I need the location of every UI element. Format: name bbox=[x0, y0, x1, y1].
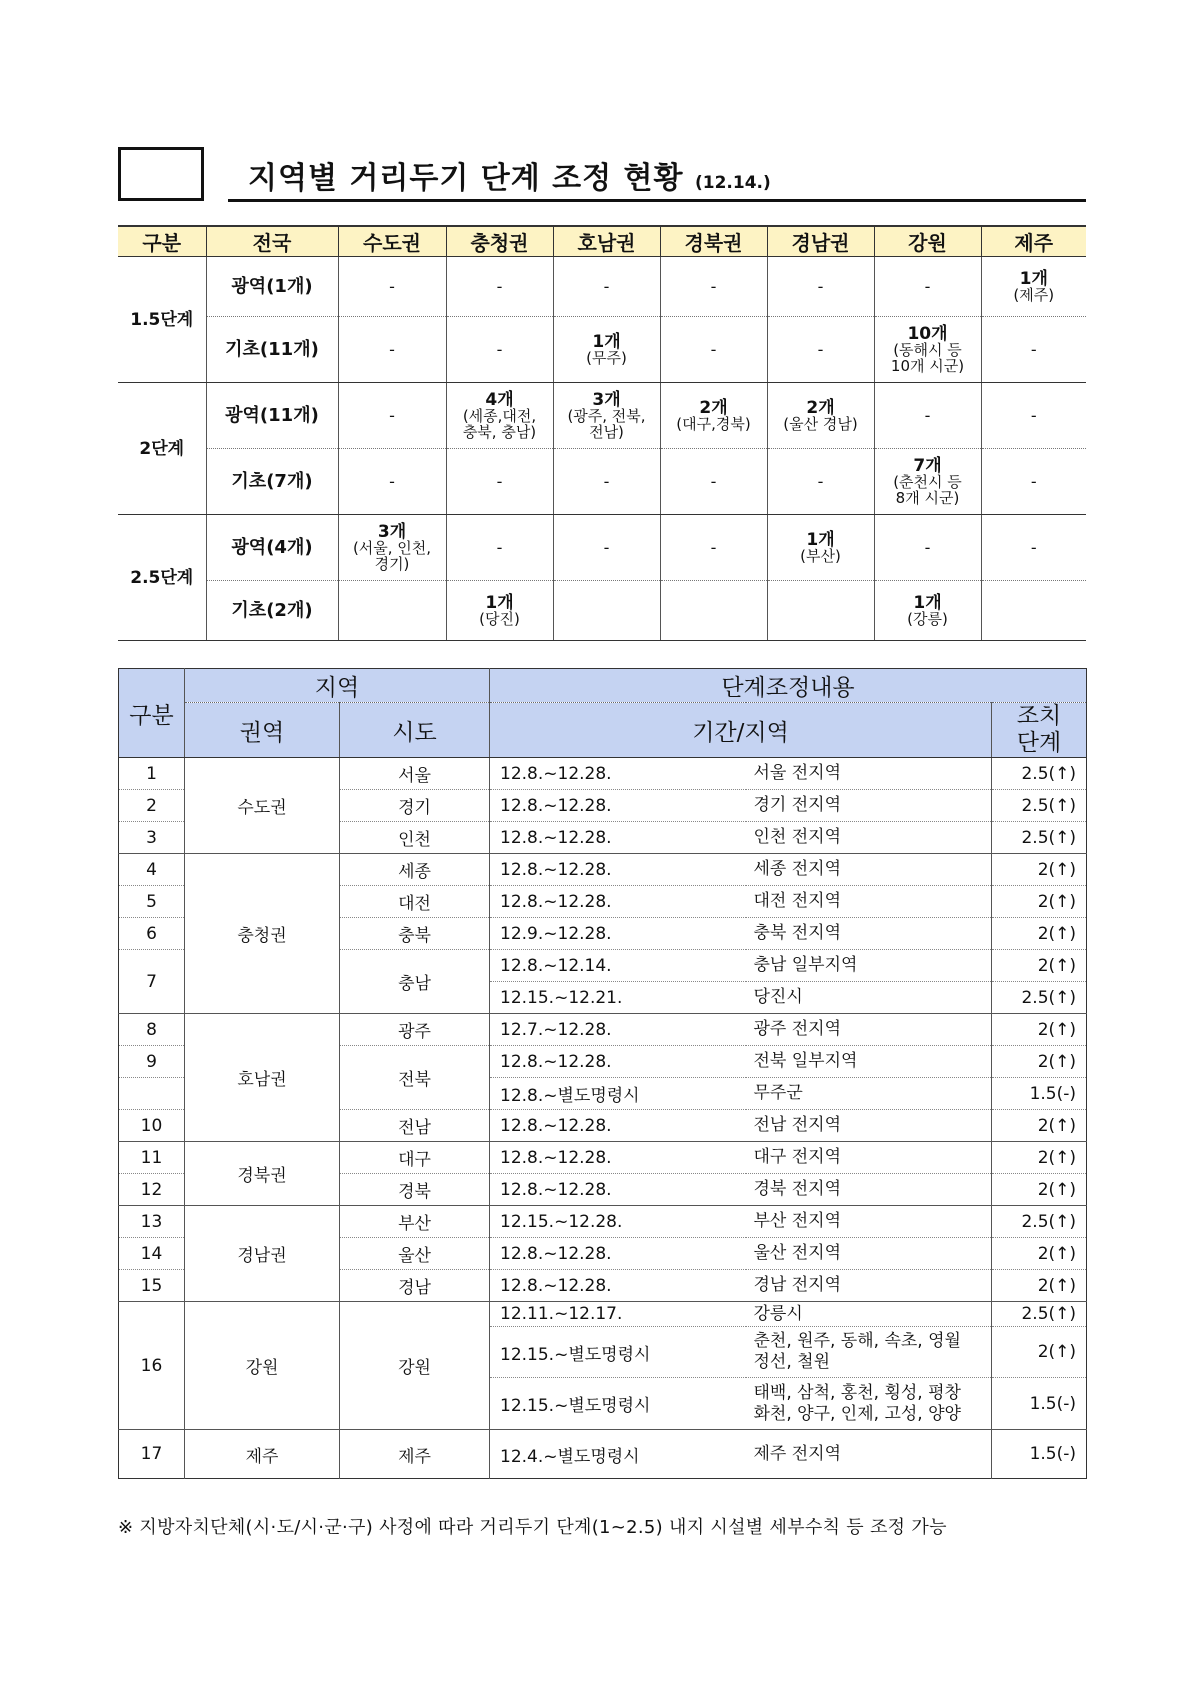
sido-cell: 전남 bbox=[340, 1110, 490, 1142]
area-cell: 부산 전지역 bbox=[746, 1206, 992, 1238]
cell bbox=[767, 383, 874, 449]
sido-cell: 강원 bbox=[340, 1302, 490, 1430]
cell: - bbox=[767, 449, 874, 515]
header-gwon: 권역 bbox=[185, 703, 340, 758]
cell: - bbox=[660, 515, 767, 581]
area-cell: 서울 전지역 bbox=[746, 758, 992, 790]
region-group: 호남권 bbox=[185, 1014, 340, 1142]
region-group: 강원 bbox=[185, 1302, 340, 1430]
row-number: 11 bbox=[119, 1142, 185, 1174]
sido-cell: 대구 bbox=[340, 1142, 490, 1174]
header-content: 단계조정내용 bbox=[490, 669, 1087, 703]
area-cell: 경북 전지역 bbox=[746, 1174, 992, 1206]
detail: (서울, 인천, bbox=[352, 538, 432, 557]
region-group: 충청권 bbox=[185, 854, 340, 1014]
table-row bbox=[119, 758, 1087, 790]
sido-cell: 충남 bbox=[340, 950, 490, 1014]
area-cell: 울산 전지역 bbox=[746, 1238, 992, 1270]
cell: - bbox=[981, 383, 1086, 449]
step-cell: 2(↑) bbox=[992, 1270, 1087, 1302]
cell: - bbox=[874, 515, 981, 581]
step-cell: 2(↑) bbox=[992, 1142, 1087, 1174]
step-cell: 1.5(-) bbox=[992, 1378, 1087, 1430]
cell bbox=[767, 581, 874, 641]
area-cell: 세종 전지역 bbox=[746, 854, 992, 886]
row-number: 15 bbox=[119, 1270, 185, 1302]
row-sub-label: 광역(1개) bbox=[206, 257, 338, 317]
area-cell: 충북 전지역 bbox=[746, 918, 992, 950]
step-cell: 2.5(↑) bbox=[992, 790, 1087, 822]
detail: (당진) bbox=[479, 609, 520, 628]
row-number: 13 bbox=[119, 1206, 185, 1238]
cell bbox=[660, 383, 767, 449]
header-cell: 구분 bbox=[118, 226, 206, 257]
step-cell: 2(↑) bbox=[992, 1046, 1087, 1078]
count: 2개 bbox=[806, 397, 835, 418]
table-row bbox=[119, 854, 1087, 886]
header-period: 기간/지역 bbox=[490, 703, 992, 758]
row-number: 4 bbox=[119, 854, 185, 886]
period-cell: 12.7.~12.28. bbox=[490, 1014, 746, 1046]
sido-cell: 전북 bbox=[340, 1046, 490, 1110]
period-cell: 12.9.~12.28. bbox=[490, 918, 746, 950]
row-number: 16 bbox=[119, 1302, 185, 1430]
cell: - bbox=[767, 317, 874, 383]
count: 1개 bbox=[806, 529, 835, 550]
step-cell: 2(↑) bbox=[992, 1238, 1087, 1270]
detail-header-row bbox=[119, 669, 1087, 703]
cell: - bbox=[553, 449, 660, 515]
step-cell: 2.5(↑) bbox=[992, 1302, 1087, 1327]
detail-header-row bbox=[119, 703, 1087, 758]
period-cell: 12.8.~12.28. bbox=[490, 822, 746, 854]
cell: - bbox=[874, 383, 981, 449]
detail: (대구,경북) bbox=[676, 414, 751, 433]
cell: - bbox=[446, 449, 553, 515]
row-number: 17 bbox=[119, 1430, 185, 1479]
header-cell: 제주 bbox=[981, 226, 1086, 257]
cell: - bbox=[446, 317, 553, 383]
summary-header-row bbox=[118, 226, 1086, 257]
area-cell: 경기 전지역 bbox=[746, 790, 992, 822]
period-cell: 12.11.~12.17. bbox=[490, 1302, 746, 1327]
count: 2개 bbox=[699, 397, 728, 418]
sido-cell: 세종 bbox=[340, 854, 490, 886]
detail: (강릉) bbox=[907, 609, 948, 628]
period-cell: 12.4.~별도명령시 bbox=[490, 1430, 746, 1479]
sido-cell: 경남 bbox=[340, 1270, 490, 1302]
area-line: 화천, 양구, 인제, 고성, 양양 bbox=[753, 1403, 961, 1424]
detail: (춘천시 등 bbox=[893, 472, 962, 491]
header-step-line: 단계 bbox=[1016, 730, 1062, 756]
detail: 전남) bbox=[589, 422, 624, 441]
sido-cell: 제주 bbox=[340, 1430, 490, 1479]
sido-cell: 인천 bbox=[340, 822, 490, 854]
cell bbox=[338, 515, 446, 581]
cell bbox=[338, 581, 446, 641]
count: 4개 bbox=[485, 389, 514, 410]
title-label-box bbox=[118, 147, 204, 201]
detail: 충북, 충남) bbox=[462, 422, 537, 441]
step-cell: 2(↑) bbox=[992, 1327, 1087, 1378]
table-row bbox=[119, 1014, 1087, 1046]
sido-cell: 경북 bbox=[340, 1174, 490, 1206]
area-cell: 인천 전지역 bbox=[746, 822, 992, 854]
cell: - bbox=[660, 449, 767, 515]
cell: - bbox=[767, 257, 874, 317]
period-cell: 12.8.~12.28. bbox=[490, 1046, 746, 1078]
period-cell: 12.15.~12.21. bbox=[490, 982, 746, 1014]
sido-cell: 서울 bbox=[340, 758, 490, 790]
step-cell: 2.5(↑) bbox=[992, 982, 1087, 1014]
count: 3개 bbox=[592, 389, 621, 410]
stage-label: 2.5단계 bbox=[118, 515, 206, 641]
header-cell: 경북권 bbox=[660, 226, 767, 257]
cell bbox=[874, 581, 981, 641]
header-cell: 경남권 bbox=[767, 226, 874, 257]
summary-table bbox=[118, 225, 1086, 641]
cell bbox=[446, 581, 553, 641]
cell bbox=[553, 383, 660, 449]
cell: - bbox=[338, 383, 446, 449]
area-cell: 대구 전지역 bbox=[746, 1142, 992, 1174]
header-sido: 시도 bbox=[340, 703, 490, 758]
period-cell: 12.8.~12.28. bbox=[490, 758, 746, 790]
cell bbox=[553, 317, 660, 383]
row-sub-label: 광역(4개) bbox=[206, 515, 338, 581]
stage-label: 1.5단계 bbox=[118, 257, 206, 383]
cell: - bbox=[338, 317, 446, 383]
header-cell: 호남권 bbox=[553, 226, 660, 257]
row-number: 2 bbox=[119, 790, 185, 822]
cell: - bbox=[446, 257, 553, 317]
period-cell: 12.15.~12.28. bbox=[490, 1206, 746, 1238]
row-number: 8 bbox=[119, 1014, 185, 1046]
period-cell: 12.8.~12.28. bbox=[490, 1238, 746, 1270]
region-group: 제주 bbox=[185, 1430, 340, 1479]
cell: - bbox=[553, 257, 660, 317]
title-area bbox=[118, 147, 1086, 203]
row-number: 10 bbox=[119, 1110, 185, 1142]
period-cell: 12.15.~별도명령시 bbox=[490, 1378, 746, 1430]
header-cell: 충청권 bbox=[446, 226, 553, 257]
detail: 10개 시군) bbox=[890, 356, 965, 375]
detail: (동해시 등 bbox=[893, 340, 962, 359]
row-number: 7 bbox=[119, 950, 185, 1014]
header-region: 지역 bbox=[185, 669, 490, 703]
area-line: 춘천, 원주, 동해, 속초, 영월 bbox=[753, 1331, 961, 1351]
header-step bbox=[992, 703, 1087, 758]
cell: - bbox=[338, 257, 446, 317]
area-cell bbox=[746, 1378, 992, 1430]
period-cell: 12.8.~12.14. bbox=[490, 950, 746, 982]
row-number: 14 bbox=[119, 1238, 185, 1270]
count: 1개 bbox=[913, 592, 942, 613]
summary-row bbox=[118, 317, 1086, 383]
period-cell: 12.8.~12.28. bbox=[490, 1270, 746, 1302]
footnote: ※ 지방자치단체(시·도/시·군·구) 사정에 따라 거리두기 단계(1~2.5) 내지 시설별 세부수칙 등 조정 가능 bbox=[118, 1517, 947, 1538]
detail-table bbox=[118, 668, 1087, 1479]
cell: - bbox=[338, 449, 446, 515]
cell bbox=[981, 257, 1086, 317]
count: 1개 bbox=[592, 331, 621, 352]
period-cell: 12.8.~12.28. bbox=[490, 854, 746, 886]
step-cell: 2(↑) bbox=[992, 1174, 1087, 1206]
step-cell: 2.5(↑) bbox=[992, 822, 1087, 854]
area-cell bbox=[746, 1327, 992, 1378]
row-sub-label: 기초(2개) bbox=[206, 581, 338, 641]
area-line: 태백, 삼척, 홍천, 횡성, 평창 bbox=[753, 1382, 961, 1403]
count: 10개 bbox=[907, 323, 948, 344]
sido-cell: 대전 bbox=[340, 886, 490, 918]
row-number: 1 bbox=[119, 758, 185, 790]
area-cell: 전북 일부지역 bbox=[746, 1046, 992, 1078]
count: 3개 bbox=[377, 521, 407, 542]
detail: (울산 경남) bbox=[783, 414, 858, 433]
count: 7개 bbox=[913, 455, 942, 476]
step-cell: 2(↑) bbox=[992, 886, 1087, 918]
region-group: 경북권 bbox=[185, 1142, 340, 1206]
cell bbox=[874, 317, 981, 383]
area-cell: 강릉시 bbox=[746, 1302, 992, 1327]
period-cell: 12.8.~12.28. bbox=[490, 790, 746, 822]
page-title: 지역별 거리두기 단계 조정 현황 (12.14.) bbox=[248, 161, 771, 196]
cell bbox=[767, 515, 874, 581]
cell bbox=[981, 581, 1086, 641]
step-cell: 2(↑) bbox=[992, 918, 1087, 950]
period-cell: 12.8.~별도명령시 bbox=[490, 1078, 746, 1110]
header-cell: 수도권 bbox=[338, 226, 446, 257]
cell: - bbox=[874, 257, 981, 317]
period-cell: 12.8.~12.28. bbox=[490, 1142, 746, 1174]
header-cell: 전국 bbox=[206, 226, 338, 257]
row-number: 9 bbox=[119, 1046, 185, 1078]
header-cell: 강원 bbox=[874, 226, 981, 257]
header-gubun: 구분 bbox=[119, 669, 185, 758]
area-line: 정선, 철원 bbox=[753, 1352, 830, 1372]
area-cell: 전남 전지역 bbox=[746, 1110, 992, 1142]
cell bbox=[553, 581, 660, 641]
summary-row bbox=[118, 581, 1086, 641]
area-cell: 무주군 bbox=[746, 1078, 992, 1110]
title-underline bbox=[228, 199, 1086, 202]
table-row bbox=[119, 1430, 1087, 1479]
area-cell: 제주 전지역 bbox=[746, 1430, 992, 1479]
count: 1개 bbox=[485, 592, 514, 613]
cell: - bbox=[981, 515, 1086, 581]
step-cell: 2(↑) bbox=[992, 1014, 1087, 1046]
cell: - bbox=[981, 317, 1086, 383]
table-row bbox=[119, 1206, 1087, 1238]
step-cell: 2.5(↑) bbox=[992, 758, 1087, 790]
cell bbox=[660, 581, 767, 641]
detail: (세종,대전, bbox=[462, 406, 537, 425]
row-sub-label: 기초(11개) bbox=[206, 317, 338, 383]
region-group: 경남권 bbox=[185, 1206, 340, 1302]
sido-cell: 광주 bbox=[340, 1014, 490, 1046]
detail: 8개 시군) bbox=[895, 488, 960, 507]
area-cell: 경남 전지역 bbox=[746, 1270, 992, 1302]
detail: (무주) bbox=[586, 348, 627, 367]
summary-row bbox=[118, 383, 1086, 449]
table-row bbox=[119, 1142, 1087, 1174]
sido-cell: 경기 bbox=[340, 790, 490, 822]
step-cell: 2(↑) bbox=[992, 854, 1087, 886]
step-cell: 2.5(↑) bbox=[992, 1206, 1087, 1238]
stage-label: 2단계 bbox=[118, 383, 206, 515]
detail: 경기) bbox=[374, 554, 410, 573]
area-cell: 광주 전지역 bbox=[746, 1014, 992, 1046]
cell: - bbox=[553, 515, 660, 581]
row-sub-label: 광역(11개) bbox=[206, 383, 338, 449]
step-cell: 2(↑) bbox=[992, 1110, 1087, 1142]
step-cell: 2(↑) bbox=[992, 950, 1087, 982]
area-cell: 대전 전지역 bbox=[746, 886, 992, 918]
row-number: 5 bbox=[119, 886, 185, 918]
detail: (제주) bbox=[1013, 285, 1055, 304]
cell: - bbox=[660, 257, 767, 317]
title-date: (12.14.) bbox=[694, 173, 771, 193]
row-number bbox=[119, 1078, 185, 1110]
summary-row bbox=[118, 515, 1086, 581]
table-row bbox=[119, 1302, 1087, 1327]
cell bbox=[874, 449, 981, 515]
row-sub-label: 기초(7개) bbox=[206, 449, 338, 515]
period-cell: 12.8.~12.28. bbox=[490, 886, 746, 918]
row-number: 3 bbox=[119, 822, 185, 854]
area-cell: 당진시 bbox=[746, 982, 992, 1014]
summary-row bbox=[118, 257, 1086, 317]
header-step-line: 조치 bbox=[1016, 703, 1062, 729]
count: 1개 bbox=[1019, 268, 1048, 289]
period-cell: 12.8.~12.28. bbox=[490, 1174, 746, 1206]
region-group: 수도권 bbox=[185, 758, 340, 854]
row-number: 6 bbox=[119, 918, 185, 950]
period-cell: 12.8.~12.28. bbox=[490, 1110, 746, 1142]
sido-cell: 부산 bbox=[340, 1206, 490, 1238]
sido-cell: 울산 bbox=[340, 1238, 490, 1270]
sido-cell: 충북 bbox=[340, 918, 490, 950]
summary-row bbox=[118, 449, 1086, 515]
step-cell: 1.5(-) bbox=[992, 1078, 1087, 1110]
cell: - bbox=[660, 317, 767, 383]
step-cell: 1.5(-) bbox=[992, 1430, 1087, 1479]
cell bbox=[446, 383, 553, 449]
area-cell: 충남 일부지역 bbox=[746, 950, 992, 982]
period-cell: 12.15.~별도명령시 bbox=[490, 1327, 746, 1378]
row-number: 12 bbox=[119, 1174, 185, 1206]
cell: - bbox=[981, 449, 1086, 515]
detail: (광주, 전북, bbox=[567, 406, 646, 425]
detail: (부산) bbox=[800, 546, 841, 565]
cell: - bbox=[446, 515, 553, 581]
